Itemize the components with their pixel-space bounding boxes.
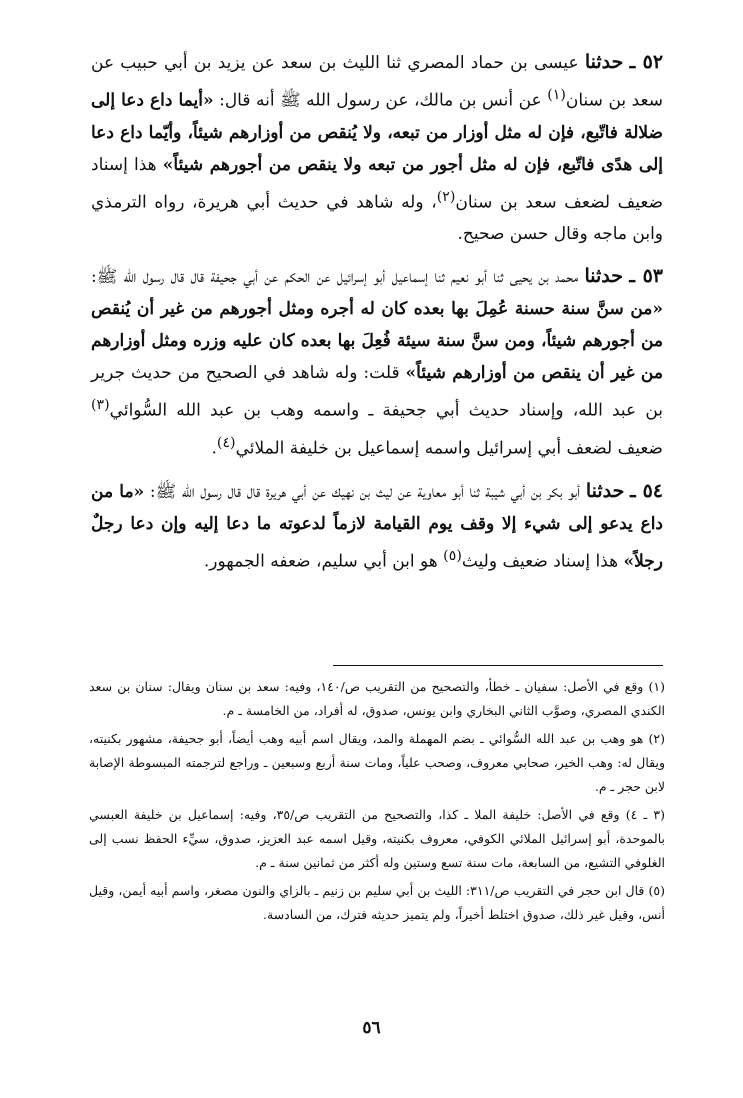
footnote-text: وقع في الأصل: خليفة الملا ـ كذا، والتصحيح من التقريب ص/٣٥، وفيه: إسماعيل بن خليفة العبسي بالموحدة، أبو إسرائيل الملائي الكوفي، معروف بكنيته، وقيل اسمه عبد العزيز، صدوق، سيِّء الحفظ نسب إلى الغلوفي التشيع، من السابعة، مات سنة تسع وستين وله أكثر من ثمانين سنة ـ م. bbox=[89, 807, 665, 870]
footnote-text: قال ابن حجر في التقريب ص/٣١١: الليث بن أبي سليم بن زنيم ـ بالزاي والنون مصغر، واسم أبيه أيمن، وقيل أنس، وقيل غير ذلك، صدوق اختلط أخيراً، ولم يتميز حديثه فترك، من السادسة. bbox=[89, 883, 665, 922]
grading-comment-continued: ضعيف لضعف أبي إسرائيل واسمه إسماعيل بن خليفة الملائي bbox=[235, 438, 663, 459]
isnad: أبو بكر بن أبي شيبة ثنا أبو معاوية عن ليث بن نهيك عن أبي هريرة قال قال رسول الله ﷺ: bbox=[149, 481, 581, 502]
hadith-opening-word: حدثنا bbox=[584, 51, 624, 73]
hadith-opening-word: حدثنا bbox=[584, 265, 624, 288]
grading-comment-end: . bbox=[211, 438, 217, 459]
footnote-marker[interactable]: (٥) bbox=[443, 547, 462, 564]
hadith-54 bbox=[91, 475, 663, 578]
page-number: ٥٦ bbox=[362, 1018, 381, 1038]
hadith-matn: «ما من داع يدعو إلى شيء إلا وقف يوم القيامة لازماً لدعوته ما دعا إليه وإن دعا رجلٌ رجلاً» bbox=[91, 481, 663, 572]
footnote-number: (١) bbox=[648, 679, 665, 694]
hadith-number: ٥٤ ـ bbox=[630, 479, 663, 502]
isnad-continued: عن أنس بن مالك، عن رسول الله ﷺ أنه قال: bbox=[219, 90, 542, 111]
footnote-number: (٥) bbox=[648, 883, 665, 898]
footnote-marker[interactable]: (٣) bbox=[91, 397, 110, 414]
footnote-text: هو وهب بن عبد الله السُّوائي ـ بضم المهملة والمد، ويقال اسم أبيه وهب أيضاً، أبو جحيفة، مشهور بكنيته، ويقال له: وهب الخير، صحابي معروف، وصحب علياً، ومات سنة أربع وسبعين ـ وراجع لترجمته المبسوطة الإصابة لابن حجر ـ م. bbox=[89, 731, 665, 794]
footnote-number: (٢) bbox=[648, 731, 665, 746]
footnote-5 bbox=[89, 879, 665, 927]
footnote-2 bbox=[89, 727, 665, 799]
hadith-matn: «أيما داع دعا إلى ضلالة فاتّبع، فإن له مثل أوزار من تبعه، ولا يُنقص من أوزارهم شيئاً، وأيّما داع دعا إلى هدًى فاتّبع، فإن له مثل أجور من تبعه ولا ينقص من أجورهم شيئاً» bbox=[91, 90, 663, 175]
hadith-52 bbox=[91, 46, 663, 250]
footnote-marker[interactable]: (٢) bbox=[436, 188, 456, 205]
grading-comment: هذا إسناد ضعيف وليث bbox=[461, 551, 619, 572]
grading-comment-continued: هو ابن أبي سليم، ضعفه الجمهور. bbox=[203, 551, 438, 572]
footnotes bbox=[89, 675, 665, 931]
isnad: عيسى بن حماد المصري ثنا الليث بن سعد عن يزيد بن أبي حبيب عن سعد بن سنان bbox=[91, 53, 663, 111]
footnote-3-4 bbox=[89, 803, 665, 875]
footnote-number: (٣ ـ ٤) bbox=[625, 807, 665, 822]
hadith-opening-word: حدثنا bbox=[585, 479, 625, 502]
footnote-marker[interactable]: (٤) bbox=[216, 434, 236, 451]
footnote-marker[interactable]: (١) bbox=[547, 87, 566, 103]
main-text bbox=[91, 46, 663, 587]
footnote-text: وقع في الأصل: سفيان ـ خطأ، والتصحيح من التقريب ص/١٤٠، وفيه: سعد بن سنان ويقال: سنان بن سعد الكندي المصري، وصوَّب الثاني البخاري وابن يونس، صدوق، له أفراد، من الخامسة ـ م. bbox=[89, 679, 665, 718]
footnote-1 bbox=[89, 675, 665, 723]
grading-comment-continued: ، وله شاهد في حديث أبي هريرة، رواه الترمذي وابن ماجه وقال حسن صحيح. bbox=[91, 192, 663, 245]
footnote-separator bbox=[333, 665, 663, 666]
hadith-number: ٥٢ ـ bbox=[629, 51, 664, 73]
grading-comment: هذا إسناد ضعيف لضعف سعد بن سنان bbox=[91, 154, 663, 213]
grading-comment: قلت: وله شاهد في الصحيح من حديث جرير بن عبد الله، وإسناد حديث أبي جحيفة ـ واسمه وهب بن عبد الله السُّوائي bbox=[91, 363, 663, 421]
hadith-number: ٥٣ ـ bbox=[629, 265, 663, 288]
isnad: محمد بن يحيى ثنا أبو نعيم ثنا إسماعيل أبو إسرائيل عن الحكم عن أبي جحيفة قال قال رسول الله ﷺ: bbox=[91, 267, 579, 288]
hadith-matn: «من سنَّ سنة حسنة عُمِلَ بها بعده كان له أجره ومثل أجورهم من غير أن يُنقص من أجورهم شيئاً، ومن سنَّ سنة سيئة فُعِلَ بها بعده كان عليه وزره ومثل أوزارهم من غير أن ينقص من أوزارهم شيئاً» bbox=[91, 299, 663, 384]
hadith-53 bbox=[91, 260, 663, 464]
